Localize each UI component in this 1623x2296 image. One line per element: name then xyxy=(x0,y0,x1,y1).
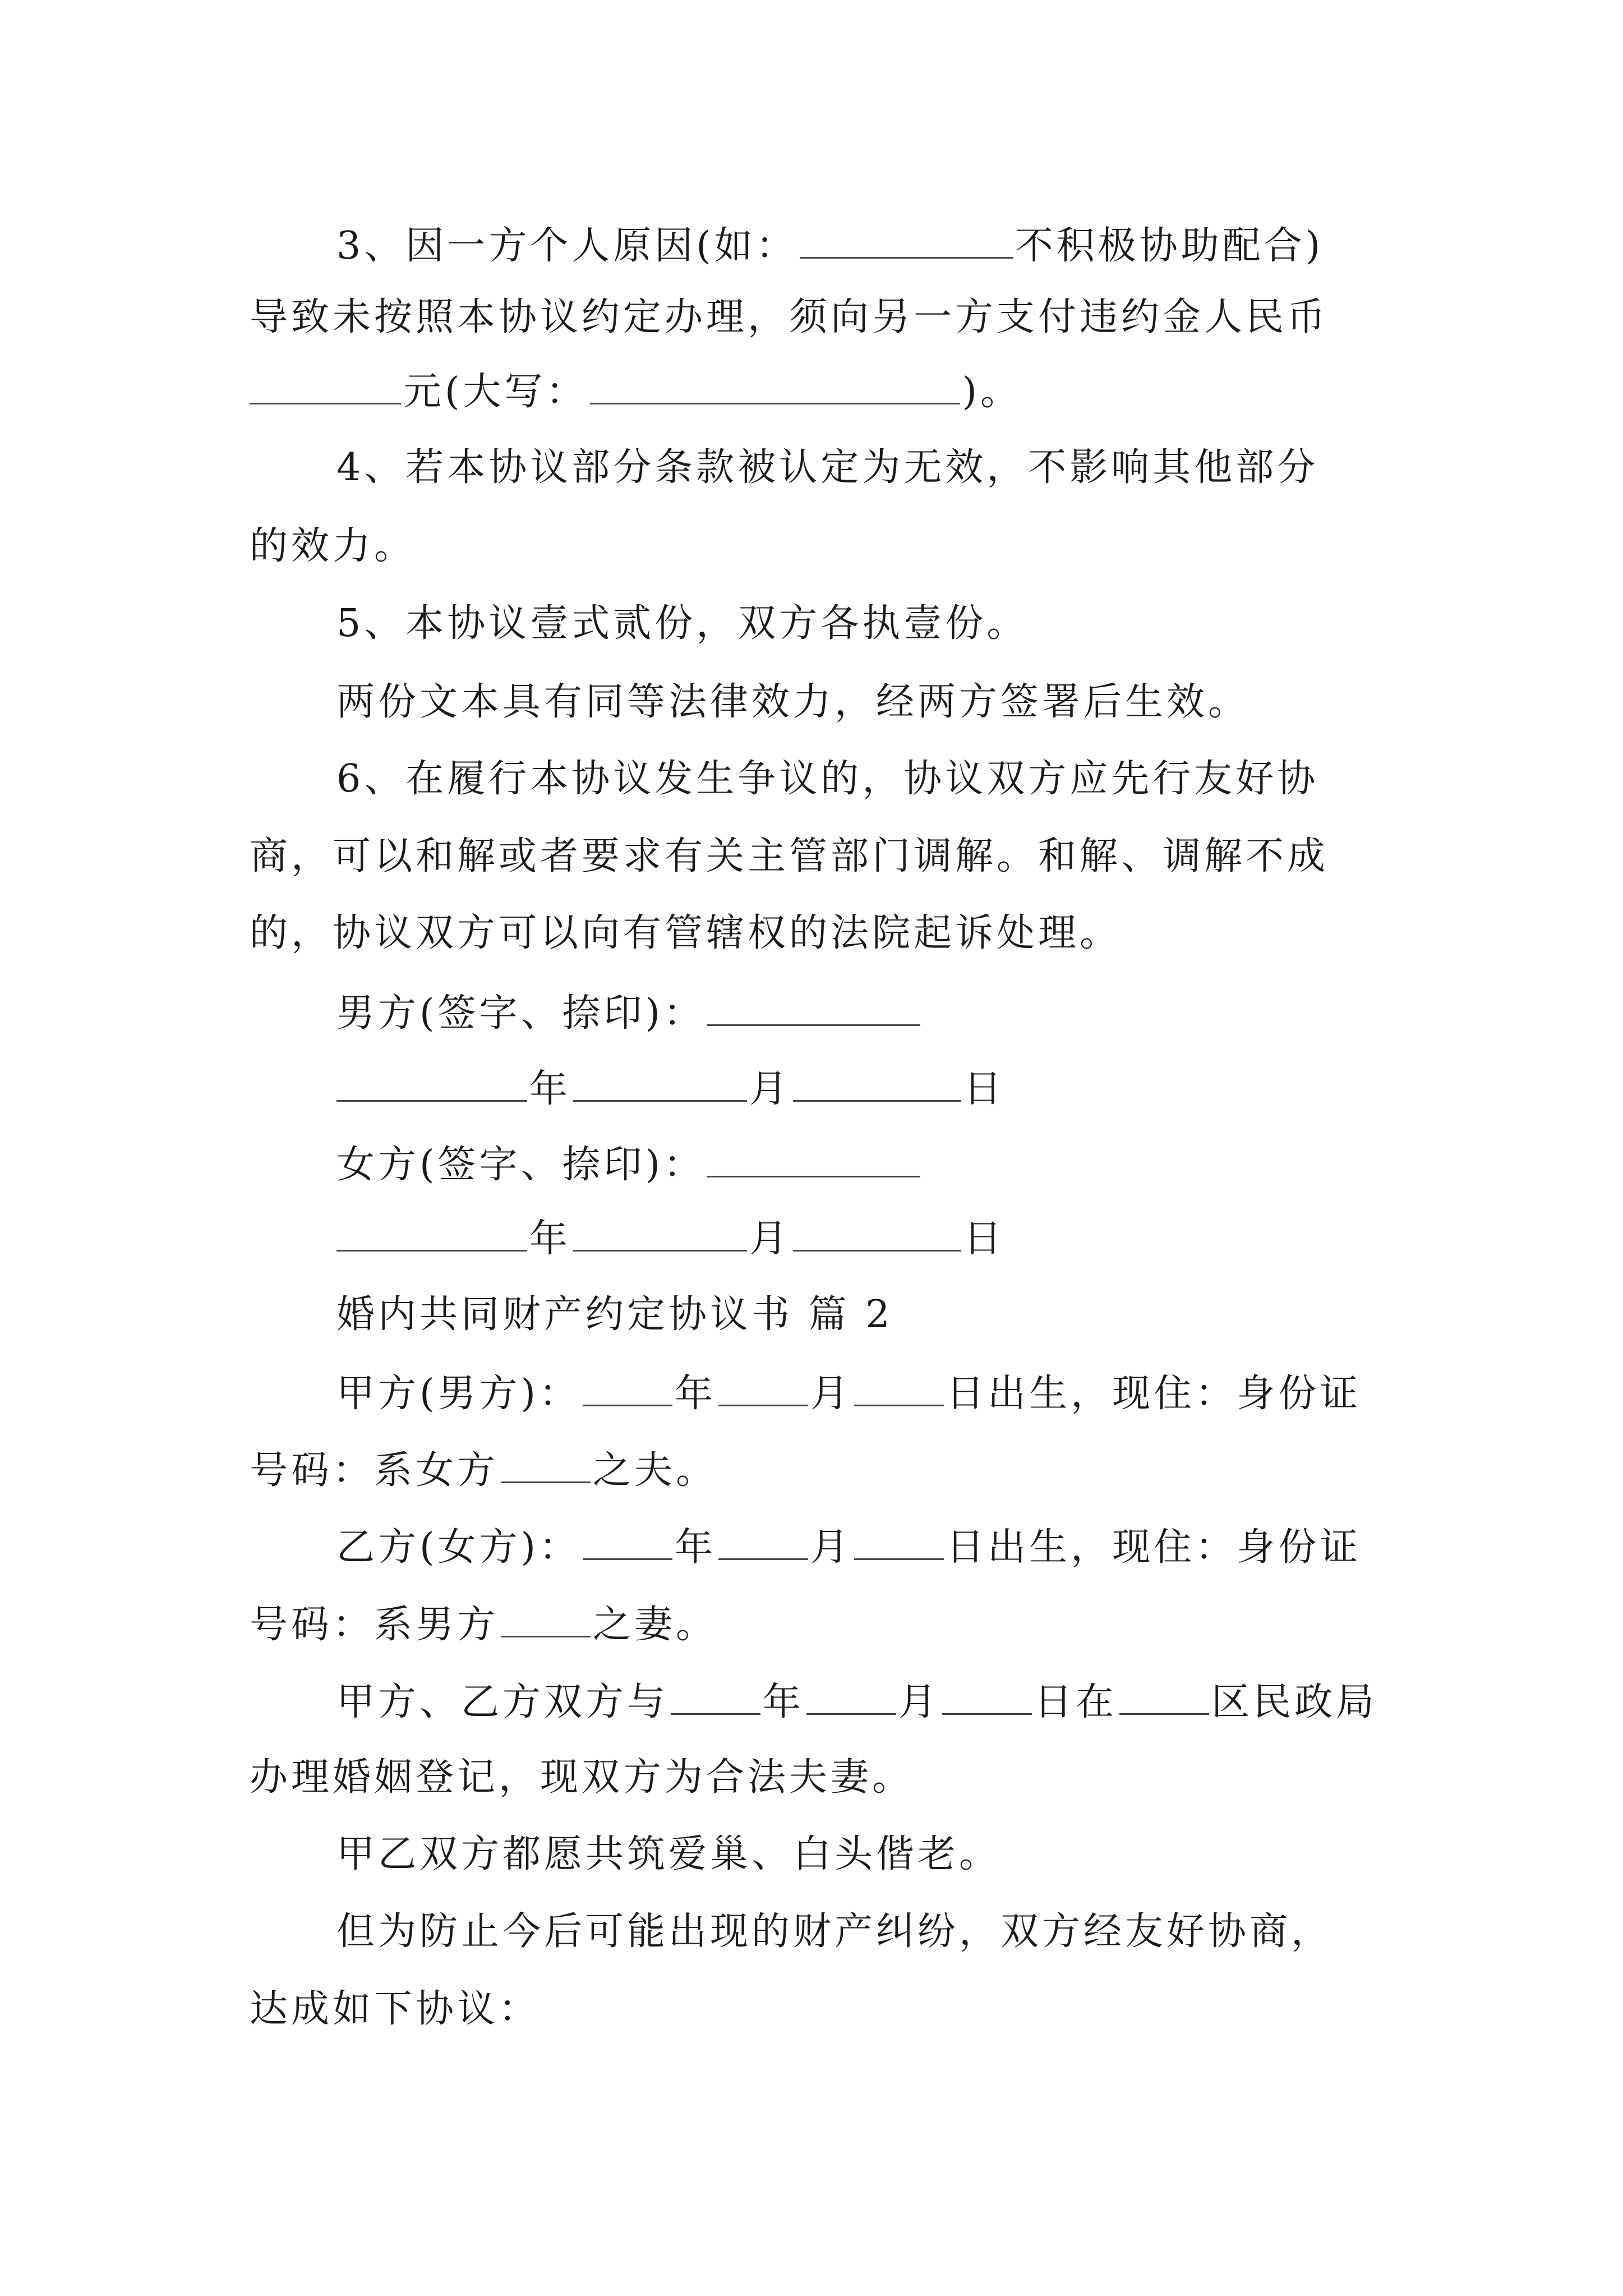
party-a-birth-day-field[interactable] xyxy=(854,1373,944,1406)
party-a-id-label: 号码：系女方 xyxy=(250,1448,499,1493)
party-a-label: 甲方(男方)： xyxy=(336,1372,581,1416)
blank-field-reason[interactable] xyxy=(800,226,1013,259)
wife-date-line xyxy=(336,1217,1475,1261)
year-label: 年 xyxy=(675,1525,717,1570)
year-label: 年 xyxy=(529,1067,571,1111)
month-label: 月 xyxy=(810,1372,852,1416)
clause-6-line-3: 的，协议双方可以向有管辖权的法院起诉处理。 xyxy=(250,911,1122,955)
husband-signature-line xyxy=(336,991,1475,1036)
party-a-birth-year-field[interactable] xyxy=(583,1373,672,1406)
party-b-birth-month-field[interactable] xyxy=(718,1527,808,1560)
clause-4-line-2: 的效力。 xyxy=(250,524,416,568)
month-label: 月 xyxy=(898,1680,940,1724)
marriage-day-text: 日在 xyxy=(1034,1680,1118,1724)
party-b-birth-day-field[interactable] xyxy=(854,1527,944,1560)
wife-month-field[interactable] xyxy=(573,1218,747,1251)
marriage-reg-line-2: 办理婚姻登记，现双方为合法夫妻。 xyxy=(250,1755,914,1800)
clause-3-text-end: 不积极协助配合) xyxy=(1015,224,1324,268)
clause-5: 5、本协议壹式贰份，双方各执壹份。 xyxy=(336,601,1029,646)
party-a-line-2 xyxy=(250,1448,1388,1493)
husband-signature-label: 男方(签字、捺印)： xyxy=(336,991,706,1036)
wife-year-field[interactable] xyxy=(336,1218,527,1251)
purpose-line-1: 但为防止今后可能出现的财产纠纷，双方经友好协商， xyxy=(336,1910,1333,1954)
party-b-line-2 xyxy=(250,1603,1388,1647)
marriage-reg-line-1 xyxy=(336,1682,1475,1722)
marriage-reg-text: 甲方、乙方双方与 xyxy=(336,1680,669,1724)
wife-signature-label: 女方(签字、捺印)： xyxy=(336,1143,706,1187)
clause-5-note: 两份文本具有同等法律效力，经两方签署后生效。 xyxy=(336,680,1250,724)
husband-day-field[interactable] xyxy=(793,1069,961,1102)
clause-4-line-1: 4、若本协议部分条款被认定为无效，不影响其他部分 xyxy=(336,445,1319,490)
husband-date-line xyxy=(336,1067,1475,1111)
party-b-id-label: 号码：系男方 xyxy=(250,1603,499,1647)
month-label: 月 xyxy=(749,1067,791,1111)
marriage-district-field[interactable] xyxy=(1119,1682,1209,1715)
clause-3-line-1 xyxy=(336,224,1475,268)
party-a-birth-month-field[interactable] xyxy=(718,1373,808,1406)
marriage-year-field[interactable] xyxy=(671,1682,760,1715)
party-b-line-1 xyxy=(336,1525,1475,1570)
party-a-birth-text: 日出生，现住：身份证 xyxy=(946,1372,1362,1416)
wife-signature-field[interactable] xyxy=(707,1144,920,1177)
month-label: 月 xyxy=(810,1525,852,1570)
blank-field-amount[interactable] xyxy=(250,371,401,404)
purpose-line-2: 达成如下协议： xyxy=(250,1987,541,2031)
blank-field-amount-caps[interactable] xyxy=(590,371,960,404)
party-a-line-1 xyxy=(336,1372,1475,1416)
clause-6-line-1: 6、在履行本协议发生争议的，协议双方应先行友好协 xyxy=(336,757,1319,801)
wife-signature-line xyxy=(336,1143,1475,1187)
clause-3-line-3 xyxy=(250,370,1388,414)
clause-6-line-2: 商，可以和解或者要求有关主管部门调解。和解、调解不成 xyxy=(250,834,1329,878)
day-label: 日 xyxy=(963,1067,1006,1111)
amount-caps-close: )。 xyxy=(962,370,1022,414)
year-label: 年 xyxy=(529,1217,571,1261)
husband-month-field[interactable] xyxy=(573,1069,747,1102)
party-b-birth-year-field[interactable] xyxy=(583,1527,672,1560)
wish-line: 甲乙双方都愿共筑爱巢、白头偕老。 xyxy=(336,1832,1001,1876)
year-label: 年 xyxy=(675,1372,717,1416)
husband-year-field[interactable] xyxy=(336,1069,527,1102)
party-a-spouse-field[interactable] xyxy=(501,1450,591,1483)
marriage-month-field[interactable] xyxy=(806,1682,896,1715)
amount-caps-label: 元(大写： xyxy=(403,370,588,414)
day-label: 日 xyxy=(963,1217,1006,1261)
wife-day-field[interactable] xyxy=(793,1218,961,1251)
clause-3-text: 3、因一方个人原因(如： xyxy=(336,224,797,268)
clause-3-line-2: 导致未按照本协议约定办理，须向另一方支付违约金人民币 xyxy=(250,295,1329,339)
year-label: 年 xyxy=(763,1680,805,1724)
section-heading: 婚内共同财产约定协议书 篇 2 xyxy=(336,1292,893,1337)
party-b-relation: 之妻。 xyxy=(593,1603,718,1647)
civil-affairs-bureau: 区民政局 xyxy=(1211,1680,1378,1724)
party-b-label: 乙方(女方)： xyxy=(336,1525,581,1570)
party-b-spouse-field[interactable] xyxy=(501,1604,591,1637)
marriage-day-field[interactable] xyxy=(942,1682,1032,1715)
month-label: 月 xyxy=(749,1217,791,1261)
party-b-birth-text: 日出生，现住：身份证 xyxy=(946,1525,1362,1570)
party-a-relation: 之夫。 xyxy=(593,1448,718,1493)
husband-signature-field[interactable] xyxy=(707,993,920,1026)
